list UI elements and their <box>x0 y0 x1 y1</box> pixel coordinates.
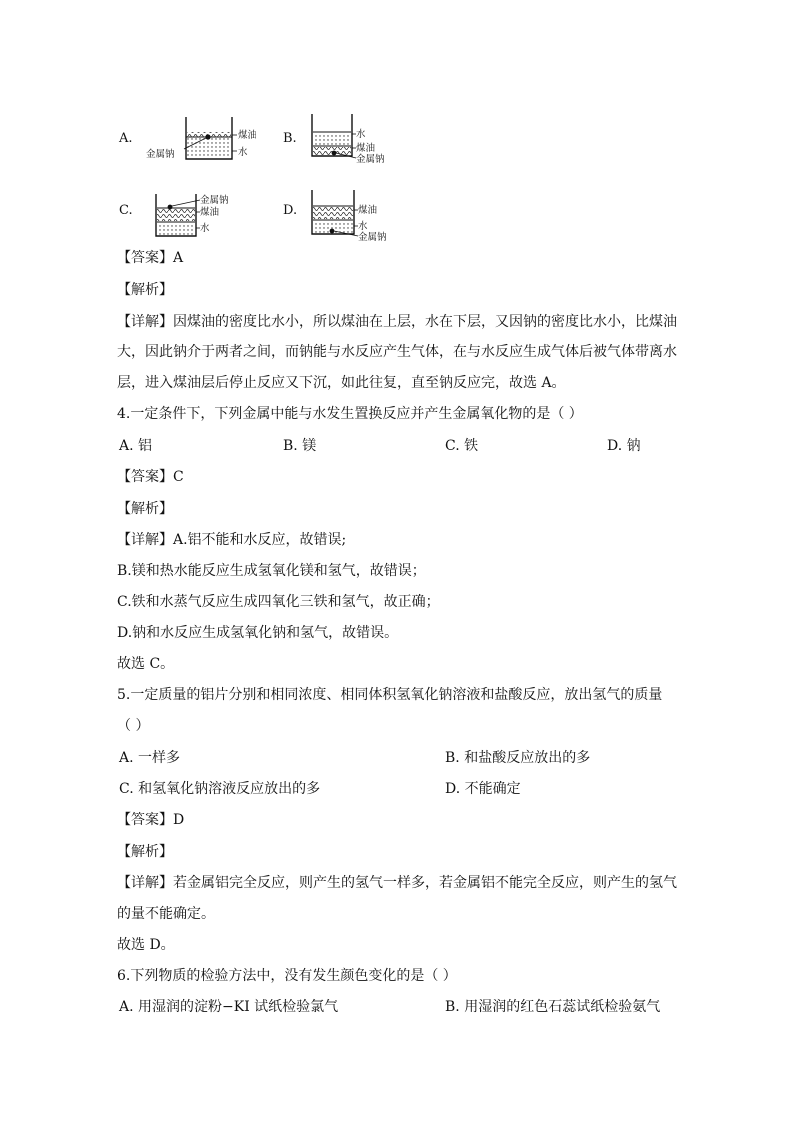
option-b: B. 用湿润的红色石蕊试纸检验氨气 <box>445 999 661 1015</box>
answer-label: 【答案】A <box>117 250 184 266</box>
option-letter-c: C. <box>119 203 133 218</box>
option-c: C. 铁 <box>445 438 479 454</box>
option-c: C. 和氢氧化钠溶液反应放出的多 <box>119 781 321 797</box>
option-letter-d: D. <box>283 203 298 218</box>
label-sodium: 金属钠 <box>200 195 229 206</box>
question-stem: 5.一定质量的铝片分别和相同浓度、相同体积氢氧化钠溶液和盐酸反应，放出氢气的质量 <box>117 687 663 703</box>
label-sodium: 金属钠 <box>356 154 385 165</box>
analysis-label: 【解析】 <box>117 501 173 517</box>
detail-line: 【详解】若金属铝完全反应，则产生的氢气一样多，若金属铝不能完全反应，则产生的氢气 <box>117 875 677 891</box>
label-water: 水 <box>356 129 366 140</box>
option-letter-a: A. <box>119 131 133 146</box>
detail-line: D.钠和水反应生成氢氧化钠和氢气，故错误。 <box>117 625 399 641</box>
label-water: 水 <box>358 221 368 232</box>
option-b: B. 和盐酸反应放出的多 <box>445 750 591 766</box>
label-kerosene: 煤油 <box>356 143 376 154</box>
option-b: B. 镁 <box>283 438 317 454</box>
detail-line: 故选 D。 <box>117 937 175 953</box>
label-kerosene: 煤油 <box>200 207 220 218</box>
detail-line: 故选 C。 <box>117 656 175 672</box>
analysis-label: 【解析】 <box>117 282 173 298</box>
label-water: 水 <box>238 147 248 158</box>
option-a: A. 用湿润的淀粉−KI 试纸检验氯气 <box>119 999 339 1015</box>
label-kerosene: 煤油 <box>238 130 256 141</box>
option-d: D. 钠 <box>607 438 641 454</box>
option-a: A. 一样多 <box>119 750 181 766</box>
detail-line: 大，因此钠介于两者之间，而钠能与水反应产生气体，在与水反应生成气体后被气体带离水 <box>117 344 677 360</box>
analysis-label: 【解析】 <box>117 844 173 860</box>
label-water: 水 <box>200 223 210 234</box>
beaker-figure-c <box>150 188 240 248</box>
label-sodium: 金属钠 <box>146 149 175 160</box>
option-a: A. 铝 <box>119 438 153 454</box>
beaker-figure-a <box>146 113 256 169</box>
detail-line: 【详解】因煤油的密度比水小，所以煤油在上层，水在下层，又因钠的密度比水小，比煤油 <box>117 314 677 330</box>
beaker-figure-d <box>306 186 398 250</box>
detail-line: 层，进入煤油层后停止反应又下沉，如此往复，直至钠反应完，故选 A。 <box>117 375 566 391</box>
detail-line: 的量不能确定。 <box>117 906 215 922</box>
label-kerosene: 煤油 <box>358 205 378 216</box>
option-d: D. 不能确定 <box>445 781 521 797</box>
question-stem-cont: （ ） <box>117 718 150 734</box>
beaker-figure-b <box>306 110 396 172</box>
detail-line: B.镁和热水能反应生成氢氧化镁和氢气，故错误； <box>117 563 426 579</box>
detail-line: C.铁和水蒸气反应生成四氧化三铁和氢气，故正确； <box>117 594 440 610</box>
detail-line: 【详解】A.铝不能和水反应，故错误; <box>117 532 347 548</box>
question-stem: 4.一定条件下，下列金属中能与水发生置换反应并产生金属氧化物的是（ ） <box>117 406 583 422</box>
question-stem: 6.下列物质的检验方法中，没有发生颜色变化的是（ ） <box>117 968 457 984</box>
label-sodium: 金属钠 <box>358 232 387 243</box>
answer-label: 【答案】C <box>117 469 184 485</box>
option-letter-b: B. <box>283 131 297 146</box>
answer-label: 【答案】D <box>117 812 185 828</box>
